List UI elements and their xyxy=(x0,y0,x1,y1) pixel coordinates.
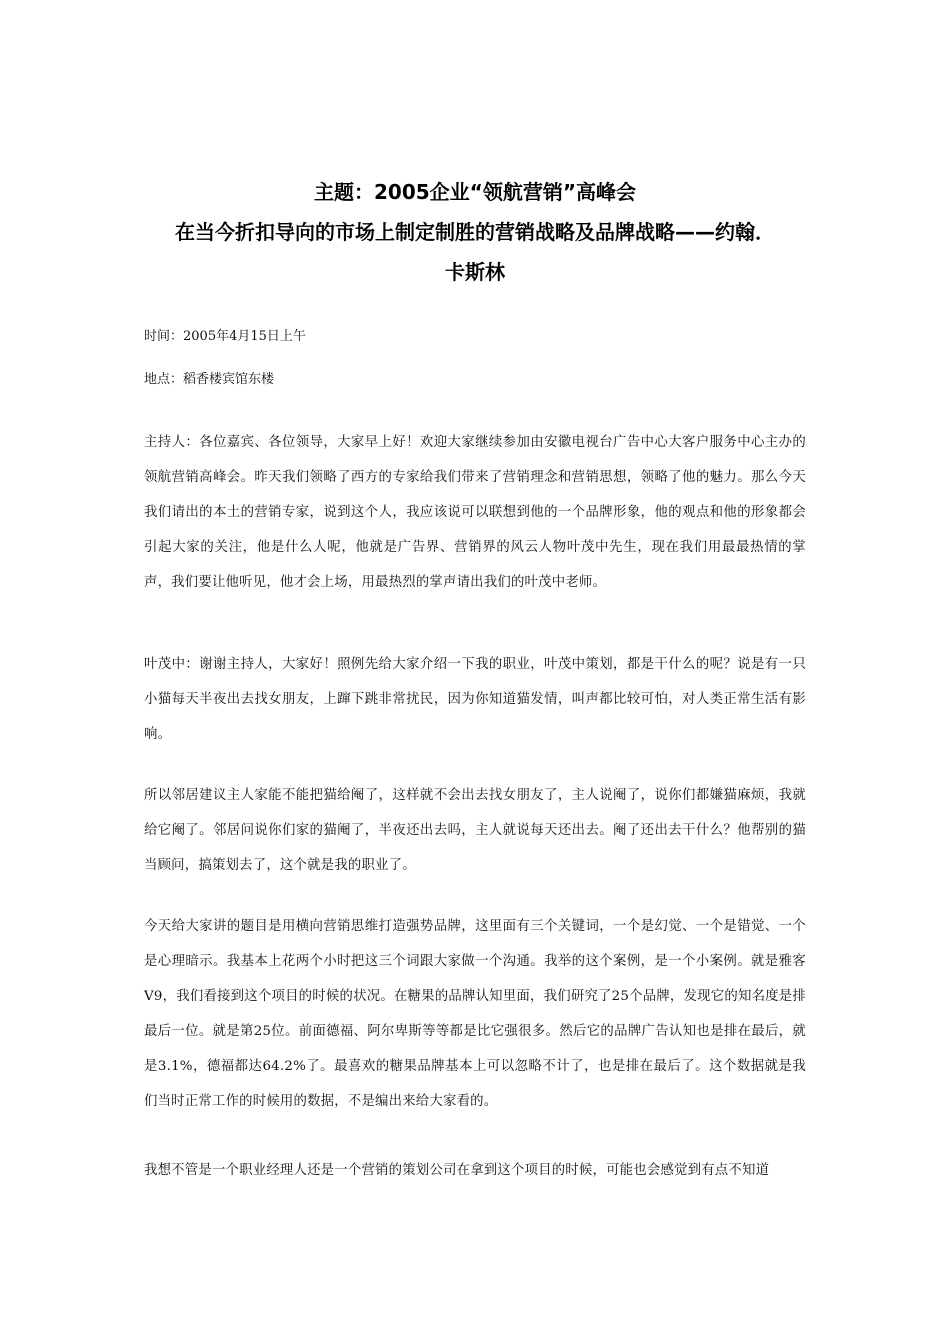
paragraph-text: 主持人：各位嘉宾、各位领导，大家早上好！欢迎大家继续参加由安徽电视台广告中心大客户服务中心主办的领航营销高峰会。昨天我们领略了西方的专家给我们带来了营销理念和营销思想，领略了他的魅力。那么今天我们请出的本土的营销专家，说到这个人，我应该说可以联想到他的一个品牌形象，他的观点和他的形象都会引起大家的关注，他是什么人呢，他就是广告界、营销界的风云人物叶茂中先生，现在我们用最最热情的掌声，我们要让他听见，他才会上场，用最热烈的掌声请出我们的叶茂中老师。 xyxy=(144,435,806,590)
paragraph-text: 所以邻居建议主人家能不能把猫给阉了，这样就不会出去找女朋友了，主人说阉了，说你们都嫌猫麻烦，我就给它阉了。邻居问说你们家的猫阉了，半夜还出去吗，主人就说每天还出去。阉了还出去干什么？他帮别的猫当顾问，搞策划去了，这个就是我的职业了。 xyxy=(144,788,806,873)
paragraph-text: 叶茂中：谢谢主持人，大家好！照例先给大家介绍一下我的职业，叶茂中策划，都是干什么的呢？说是有一只小猫每天半夜出去找女朋友，上蹿下跳非常扰民，因为你知道猫发情，叫声都比较可怕，对人类正常生活有影响。 xyxy=(144,657,806,742)
paragraph-speaker-opening xyxy=(144,647,806,752)
paragraph-closing-fragment xyxy=(144,1153,806,1188)
paragraph-text: 今天给大家讲的题目是用横向营销思维打造强势品牌，这里面有三个关键词，一个是幻觉、一个是错觉、一个是心理暗示。我基本上花两个小时把这三个词跟大家做一个沟通。我举的这个案例，是一个小案例。就是雅客V9，我们看接到这个项目的时候的状况。在糖果的品牌认知里面，我们研究了25个品牌，发现它的知名度是排最后一位。就是第25位。前面德福、阿尔卑斯等等都是比它强很多。然后它的品牌广告认知也是排在最后，就是3.1%，德福都达64.2%了。最喜欢的糖果品牌基本上可以忽略不计了，也是排在最后了。这个数据就是我们当时正常工作的时候用的数据，不是编出来给大家看的。 xyxy=(144,919,806,1109)
event-place: 地点：稻香楼宾馆东楼 xyxy=(144,372,275,387)
event-time: 时间：2005年4月15日上午 xyxy=(144,329,306,344)
title-line-3: 卡斯林 xyxy=(445,260,505,284)
paragraph-host-intro xyxy=(144,425,806,600)
title-line-2: 在当今折扣导向的市场上制定制胜的营销战略及品牌战略——约翰． xyxy=(175,220,775,244)
paragraph-topic-case xyxy=(144,909,806,1119)
paragraph-text: 我想不管是一个职业经理人还是一个营销的策划公司在拿到这个项目的时候，可能也会感觉到有点不知道 xyxy=(144,1163,770,1178)
paragraph-cat-story xyxy=(144,778,806,883)
title-line-1: 主题：2005企业“领航营销”高峰会 xyxy=(314,180,636,204)
document-title xyxy=(140,172,810,292)
